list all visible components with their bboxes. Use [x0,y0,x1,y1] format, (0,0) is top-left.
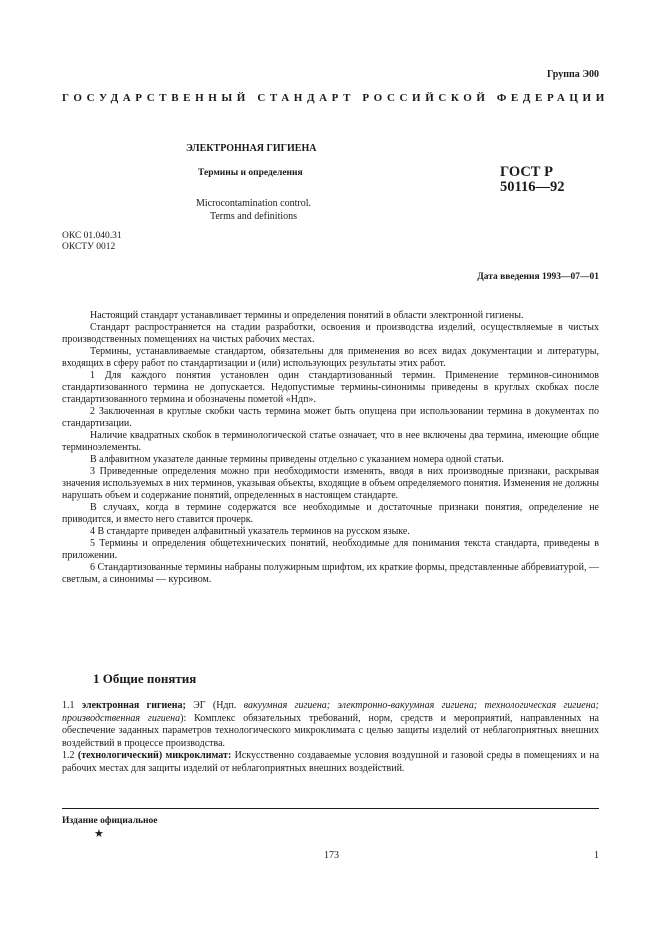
paragraph: В случаях, когда в термине содержатся все необходимые и достаточные признаки понятия, определение не приводится, и вместо него ставится прочерк. [62,502,599,525]
section-heading: 1 Общие понятия [93,671,197,686]
terms-list [62,700,599,775]
english-title [196,197,311,223]
term-number: 1.2 [62,750,78,761]
okstu-code: ОКСТУ 0012 [62,242,116,252]
gost-number: 50116—92 [500,179,565,195]
star-icon: ★ [94,828,104,840]
group-label: Группа Э00 [547,69,599,80]
term-definition: ): Комплекс обязательных требований, норм, средств и мероприятий, направленных на обеспечение заданных параметров технологического микроклимата с целью защиты изделий от неблагоприятных внешних воздействий в процессе производства. [62,712,599,749]
term-name: (технологический) микроклимат: [77,750,232,761]
paragraph: 6 Стандартизованные термины набраны полужирным шрифтом, их краткие формы, представленные аббревиатурой, — светлым, а синонимы — курсивом. [62,562,599,585]
paragraph: 3 Приведенные определения можно при необходимости изменять, вводя в них производные признаки, раскрывая значения используемых в них терминов, указывая объекты, входящие в объем определяемого понятия. Изменения не должны нарушать объем и содержание понятий, определенных в настоящем стандарте. [62,466,599,501]
introduction-date: Дата введения 1993—07—01 [477,272,599,282]
footer-divider [62,808,599,809]
paragraph: Настоящий стандарт устанавливает термины и определения понятий в области электронной гигиены. [90,310,524,321]
oks-code: ОКС 01.040.31 [62,231,122,241]
gost-line-1: ГОСТ Р [500,164,553,180]
document-subtitle: Термины и определения [198,168,303,178]
state-standard-heading: ГОСУДАРСТВЕННЫЙ СТАНДАРТ РОССИЙСКОЙ ФЕДЕРАЦИИ [62,92,609,104]
page-number-center: 173 [324,850,339,861]
document-title: ЭЛЕКТРОННАЯ ГИГИЕНА [186,143,317,154]
paragraph: 4 В стандарте приведен алфавитный указатель терминов на русском языке. [90,526,410,537]
term-entry-1-1 [62,700,599,750]
english-title-line-1: Microcontamination control. [196,198,311,209]
paragraph: Наличие квадратных скобок в терминологической статье означает, что в нее включены два термина, имеющие общие терминоэлементы. [62,430,599,453]
term-name: электронная гигиена; [81,700,186,711]
paragraph: Стандарт распространяется на стадии разработки, освоения и производства изделий, осуществляемые в чистых производственных помещениях на чистых рабочих местах. [62,322,599,345]
classification-codes [62,231,122,253]
forbidden-synonyms: вакуумная гигиена; электронно-вакуумная гигиена; технологическая гигиена; производственная гигиена [62,700,600,724]
term-abbreviation: ЭГ (Ндп. [185,700,244,711]
paragraph: 5 Термины и определения общетехнических понятий, необходимые для понимания текста стандарта, приведены в приложении. [62,538,599,561]
paragraph: 2 Заключенная в круглые скобки часть термина может быть опущена при использовании термина в документах по стандартизации. [62,406,599,429]
term-number: 1.1 [62,700,82,711]
paragraph: В алфавитном указателе данные термины приведены отдельно с указанием номера одной статьи. [90,454,504,465]
introduction-text [62,310,599,586]
english-title-line-2: Terms and definitions [209,211,298,222]
term-entry-1-2 [62,750,599,775]
gost-designation [500,165,564,195]
term-definition: Искусственно создаваемые условия воздушной и газовой среды в помещениях и на рабочих местах для защиты изделий от неблагоприятных внешних воздействий. [62,750,600,774]
paragraph: Термины, устанавливаемые стандартом, обязательны для применения во всех видах документации и литературы, входящих в сферу работ по стандартизации и (или) использующих результаты этих работ. [62,346,599,369]
official-edition-label: Издание официальное [62,816,158,826]
paragraph: 1 Для каждого понятия установлен один стандартизованный термин. Применение терминов-синонимов стандартизованного термина не допускается. Недопустимые термины-синонимы приведены в круглых скобках после стандартизованного термина и обозначены пометой «Ндп». [62,370,599,405]
page-number-right: 1 [594,850,599,861]
